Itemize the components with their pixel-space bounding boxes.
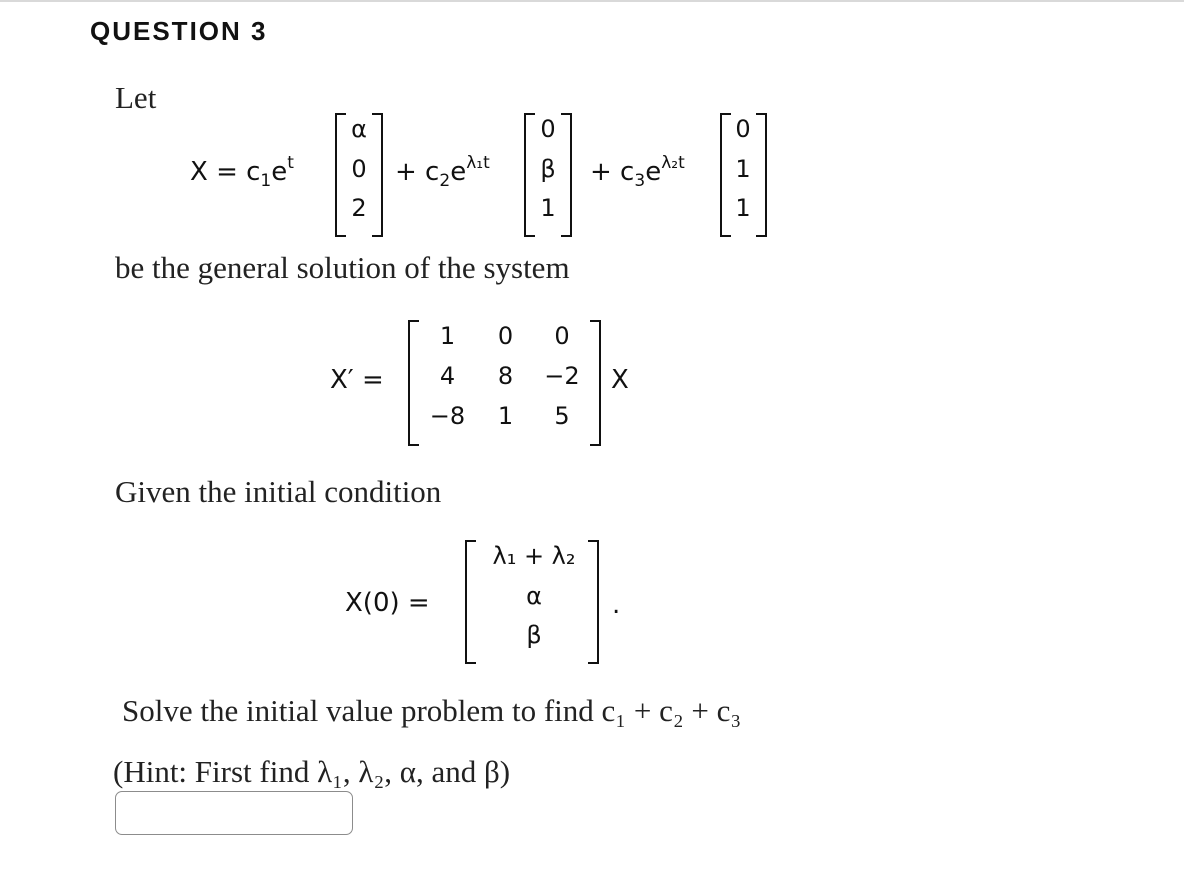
initial-vector-entry: β [526, 621, 542, 649]
solution-term-2 [395, 153, 490, 191]
initial-vector-right-bracket [588, 540, 599, 664]
let-text: Let [115, 80, 157, 115]
c2-subscript: 2 [439, 171, 451, 191]
plus-c2: + c [395, 157, 440, 187]
hint-text: (Hint: First find λ₁, λ₂, α, and β) [113, 754, 511, 789]
matrix-cell: 1 [439, 322, 456, 350]
exp-power-1: t [287, 153, 294, 173]
solve-instruction: Solve the initial value problem to find c₁ + c₂ + c₃ [122, 693, 742, 728]
matrix-cell: −8 [429, 402, 466, 430]
initial-period: . [612, 590, 621, 620]
exp-power-2: λ₁t [466, 153, 490, 173]
solution-equation [190, 153, 294, 191]
initial-vector-entry: λ₁ + λ₂ [492, 542, 576, 570]
solution-term-3 [590, 153, 685, 191]
plus-c3: + c [590, 157, 635, 187]
solution-lhs: X = c [190, 157, 261, 187]
exp-base-2: e [450, 157, 467, 187]
answer-input[interactable] [115, 791, 353, 835]
system-rhs: X [611, 365, 629, 395]
vector2-entry: 0 [540, 115, 556, 143]
matrix-cell: 8 [497, 362, 514, 390]
matrix-cell: 5 [554, 402, 570, 430]
c1-subscript: 1 [260, 171, 272, 191]
matrix-cell: −2 [544, 362, 580, 390]
vector3-entry: 1 [735, 194, 751, 222]
initial-lhs: X(0) = [345, 588, 430, 618]
exp-base-3: e [645, 157, 662, 187]
matrix-cell: 0 [497, 322, 514, 350]
vector1-entry: 2 [351, 194, 367, 222]
top-divider [0, 0, 1184, 2]
exp-base-1: e [271, 157, 288, 187]
initial-condition-text: Given the initial condition [115, 474, 442, 509]
vector2-right-bracket [561, 113, 572, 237]
c3-subscript: 3 [634, 171, 646, 191]
vector1-entry: 0 [351, 155, 367, 183]
vector3-entry: 1 [735, 155, 751, 183]
matrix-cell: 4 [439, 362, 456, 390]
vector1-entry: α [351, 115, 367, 143]
vector2-entry: 1 [540, 194, 556, 222]
matrix-cell: 0 [554, 322, 570, 350]
general-solution-text: be the general solution of the system [115, 250, 570, 285]
matrix-cell: 1 [497, 402, 514, 430]
vector2-entry: β [540, 155, 556, 183]
matrix-right-bracket [590, 320, 601, 446]
vector3-entry: 0 [735, 115, 751, 143]
vector1-right-bracket [372, 113, 383, 237]
exp-power-3: λ₂t [661, 153, 685, 173]
initial-vector-entry: α [526, 582, 542, 610]
question-title: QUESTION 3 [90, 16, 268, 46]
matrix-left-bracket [408, 320, 419, 446]
system-lhs: X′ = [330, 365, 384, 395]
vector3-right-bracket [756, 113, 767, 237]
